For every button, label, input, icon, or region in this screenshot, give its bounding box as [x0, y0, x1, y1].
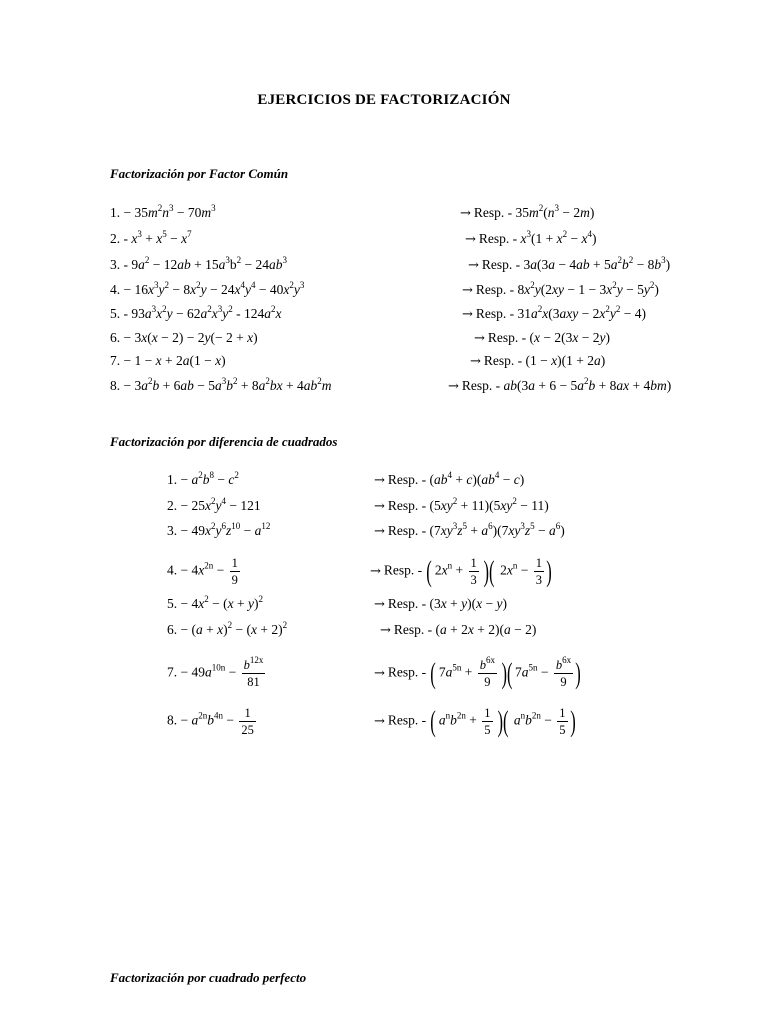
fraction: $\frac{1}{5}$ — [559, 706, 566, 737]
exercise-question: 5. - $93a^3x^2y - 62a^2x^3y^2 - 124a^2x$ — [110, 304, 282, 321]
fraction: $\frac{1}{9}$ — [231, 556, 238, 587]
exercise-answer: → Resp. - $x^3(1 + x^2 - x^4)$ — [465, 229, 597, 247]
exercise-question: 2. − $25x^2y^4 - 121$ — [167, 496, 261, 513]
section-title-factor-comun: Factorización por Factor Común — [110, 166, 289, 181]
exercise-answer: → Resp. - $31a^2x(3axy - 2x^2y^2 - 4)$ — [462, 304, 646, 322]
exercise-answer: → Resp. - ( $2x^n$ + $\frac{1}{3}$ )( $2x^n$ − $\frac{1}{3}$ ) — [370, 554, 552, 588]
exercise-answer: → Resp. - (a + 2x + 2)(a − 2) — [380, 622, 537, 638]
fraction: $\frac{b^{6x}}{9}$ — [555, 655, 572, 689]
fraction: $\frac{1}{3}$ — [470, 556, 477, 587]
exercise-answer: → Resp. - ( $a^nb^{2n}$ + $\frac{1}{5}$ )( $a^nb^{2n}$ − $\frac{1}{5}$ ) — [374, 704, 576, 738]
fraction: $\frac{1}{3}$ — [535, 556, 543, 587]
exercise-question: 3. − $49x^2y^6z^{10} - a^{12}$ — [167, 521, 271, 538]
exercise-question: 3. - $9a^2 - 12ab + 15a^3b^2 - 24ab^3$ — [110, 255, 287, 272]
exercise-answer: → Resp. - (3x + y)(x − y) — [374, 596, 508, 612]
exercise-question: 7. − $49a^{10n}$ − $\frac{b^{12x}}{81}$ — [167, 655, 264, 689]
fraction: $\frac{1}{5}$ — [484, 706, 491, 737]
exercise-answer: → Resp. - $8x^2y(2xy - 1 - 3x^2y - 5y^2)$ — [462, 280, 659, 298]
exercise-question: 7. − 1 − x + 2a(1 − x) — [110, 353, 226, 368]
exercise-question: 6. − 3x(x − 2) − 2y(− 2 + x) — [110, 330, 258, 345]
exercise-question: 5. − $4x^2 - (x + y)^2$ — [167, 594, 263, 611]
exercise-answer: → Resp. - (x − 2(3x − 2y) — [474, 330, 611, 346]
exercise-question: 8. − $a^{2n}b^{4n}$ − $\frac{1}{25}$ — [167, 706, 254, 737]
exercise-question: 8. − $3a^2b + 6ab - 5a^3b^2 + 8a^2bx + 4ab^2m$ — [110, 376, 332, 393]
exercise-answer: → Resp. - $3a(3a - 4ab + 5a^2b^2 - 8b^3)$ — [468, 255, 671, 273]
exercise-answer: → Resp. - $(ab^4 + c)(ab^4 - c)$ — [374, 470, 525, 488]
fraction: $\frac{b^{6x}}{9}$ — [479, 655, 496, 689]
exercise-question: 6. − $(a + x)^2 - (x + 2)^2$ — [167, 620, 288, 637]
exercise-answer: → Resp. - $(7xy^3z^5 + a^6)(7xy^3z^5 - a^6)$ — [374, 521, 565, 539]
exercise-question: 1. − $a^2b^8 - c^2$ — [167, 470, 239, 487]
exercise-answer: → Resp. - $(5xy^2 + 11)(5xy^2 - 11)$ — [374, 496, 549, 514]
section-title-cuadrado-perfecto: Factorización por cuadrado perfecto — [110, 970, 307, 985]
exercise-question: 2. - $x^3 + x^5 - x^7$ — [110, 229, 192, 246]
fraction: $\frac{1}{25}$ — [241, 706, 254, 737]
page-title: EJERCICIOS DE FACTORIZACIÓN — [257, 92, 511, 108]
exercise-answer: → Resp. - $ab(3a + 6 - 5a^2b + 8ax + 4bm)$ — [448, 376, 672, 394]
exercise-question: 4. − $4x^{2n}$ − $\frac{1}{9}$ — [167, 556, 238, 587]
exercise-answer: → Resp. - ( $7a^{5n}$ + $\frac{b^{6x}}{9}$ )( $7a^{5n}$ − $\frac{b^{6x}}{9}$ ) — [374, 655, 581, 690]
exercise-question: 1. − $35m^2n^3 - 70m^3$ — [110, 203, 216, 220]
exercise-answer: → Resp. - (1 − x)(1 + 2a) — [470, 353, 606, 369]
exercise-question: 4. − $16x^3y^2 - 8x^2y - 24x^4y^4 - 40x^2y^3$ — [110, 280, 305, 297]
section-title-diferencia-cuadrados: Factorización por diferencia de cuadrados — [110, 434, 338, 449]
fraction: $\frac{b^{12x}}{81}$ — [243, 655, 264, 689]
exercise-answer: → Resp. - $35m^2(n^3 - 2m)$ — [460, 203, 595, 221]
